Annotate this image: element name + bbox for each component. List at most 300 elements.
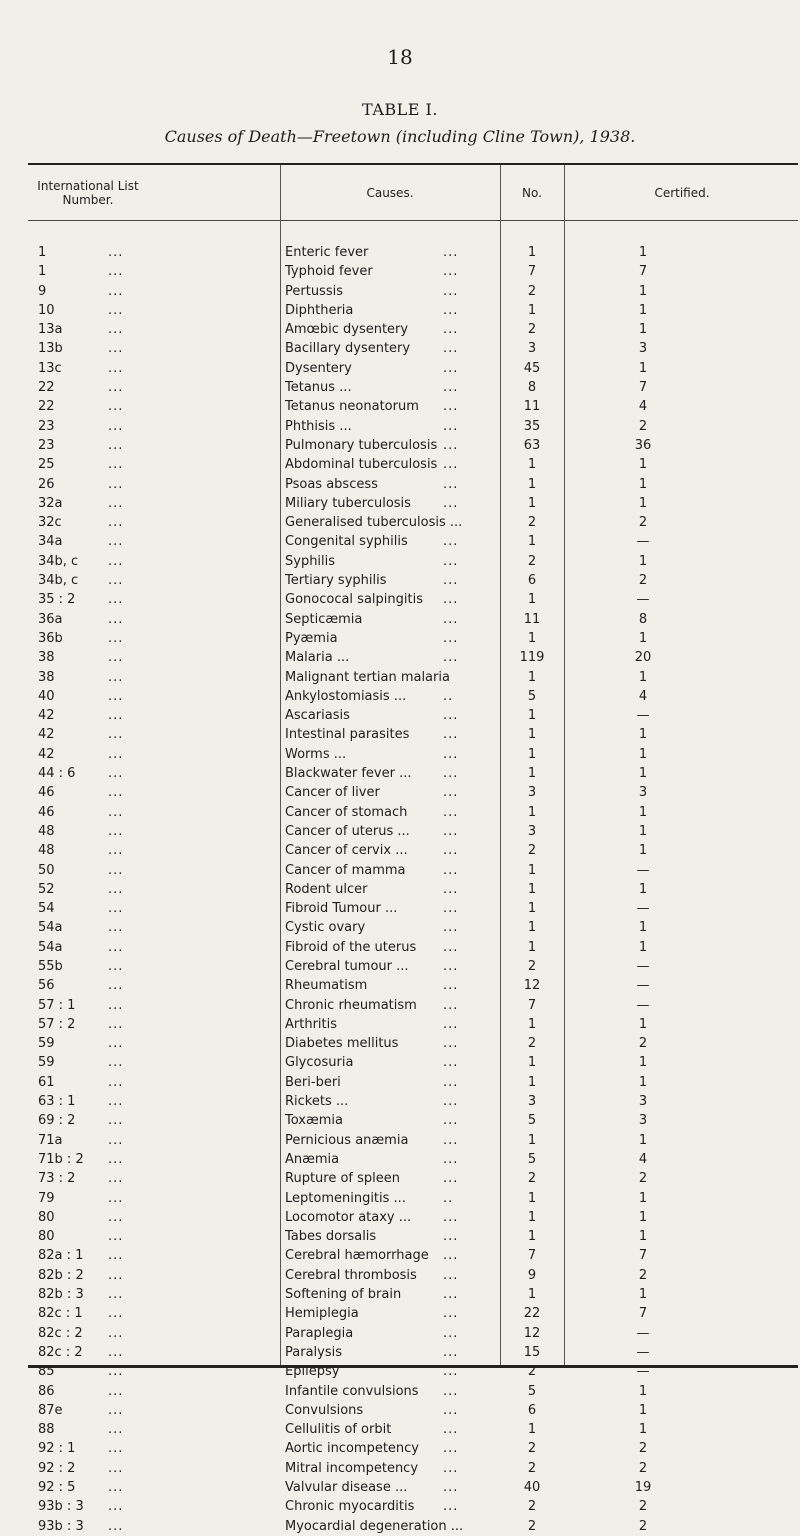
- table-row: [0, 1324, 800, 1343]
- certified-cell: 1: [638, 245, 648, 260]
- leader-dots: ...: [443, 1171, 459, 1187]
- table-row: [0, 918, 800, 937]
- certified-cell: 1: [638, 1132, 648, 1148]
- list-number-cell: 34b, c: [38, 573, 79, 589]
- list-number-cell: 42: [38, 746, 55, 762]
- leader-dots: ...: [108, 534, 124, 550]
- leader-dots: ...: [443, 1209, 459, 1225]
- leader-dots: ...: [443, 1267, 459, 1283]
- certified-cell: —: [636, 978, 650, 994]
- table-row: [0, 359, 800, 378]
- table-row: [0, 1304, 800, 1323]
- cause-cell: Fibroid Tumour ...: [285, 901, 398, 917]
- list-number-cell: 25: [38, 457, 55, 473]
- table-row: [0, 1073, 800, 1092]
- number-cell: 2: [527, 1518, 537, 1534]
- leader-dots: ...: [108, 823, 124, 839]
- table-row: [0, 513, 800, 532]
- cause-cell: Cystic ovary: [285, 920, 366, 936]
- leader-dots: ...: [443, 380, 459, 396]
- cause-cell: Chronic myocarditis: [285, 1499, 415, 1515]
- leader-dots: ...: [108, 997, 124, 1013]
- leader-dots: ...: [108, 1132, 124, 1148]
- cause-cell: Cancer of stomach: [285, 804, 408, 820]
- leader-dots: ...: [443, 862, 459, 878]
- leader-dots: ...: [443, 978, 459, 994]
- cause-cell: Cancer of liver: [285, 785, 380, 801]
- cause-cell: Pulmonary tuberculosis: [285, 437, 438, 453]
- list-number-cell: 46: [38, 785, 55, 801]
- leader-dots: ...: [108, 1248, 124, 1264]
- cause-cell: Tertiary syphilis: [285, 573, 387, 589]
- table-row: [0, 745, 800, 764]
- number-cell: 1: [527, 302, 537, 318]
- certified-cell: 1: [638, 823, 648, 839]
- list-number-cell: 59: [38, 1036, 55, 1052]
- certified-cell: 2: [638, 1499, 648, 1515]
- leader-dots: ...: [108, 1306, 124, 1322]
- leader-dots: ...: [443, 1016, 459, 1032]
- leader-dots: ...: [108, 322, 124, 338]
- certified-cell: —: [636, 901, 650, 917]
- cause-cell: Intestinal parasites: [285, 727, 410, 743]
- certified-cell: 1: [638, 476, 648, 492]
- list-number-cell: 61: [38, 1074, 55, 1090]
- table-row: [0, 1092, 800, 1111]
- table-row: [0, 436, 800, 455]
- cause-cell: Abdominal tuberculosis: [285, 457, 438, 473]
- leader-dots: ...: [443, 1499, 459, 1515]
- table-row: [0, 629, 800, 648]
- leader-dots: ...: [108, 939, 124, 955]
- number-cell: 6: [527, 1402, 537, 1418]
- list-number-cell: 71a: [38, 1132, 63, 1148]
- table-row: [0, 899, 800, 918]
- list-number-cell: 79: [38, 1190, 55, 1206]
- cause-cell: Infantile convulsions: [285, 1383, 419, 1399]
- list-number-cell: 32a: [38, 495, 63, 511]
- table-row: [0, 1439, 800, 1458]
- leader-dots: ...: [443, 939, 459, 955]
- leader-dots: ...: [108, 245, 124, 260]
- cause-cell: Locomotor ataxy ...: [285, 1209, 412, 1225]
- table-body: [0, 243, 800, 1536]
- number-cell: 1: [527, 766, 537, 782]
- certified-cell: 2: [638, 1518, 648, 1534]
- leader-dots: ...: [108, 1209, 124, 1225]
- number-cell: 11: [523, 399, 541, 415]
- leader-dots: ...: [108, 785, 124, 801]
- leader-dots: ..: [443, 688, 454, 704]
- cause-cell: Worms ...: [285, 746, 347, 762]
- leader-dots: ...: [108, 515, 124, 531]
- number-cell: 2: [527, 1499, 537, 1515]
- list-number-cell: 13b: [38, 341, 63, 357]
- cause-cell: Rodent ulcer: [285, 881, 368, 897]
- table-header-rule: [28, 220, 798, 221]
- page-number: 18: [387, 45, 413, 69]
- table-row: [0, 1227, 800, 1246]
- list-number-cell: 56: [38, 978, 55, 994]
- leader-dots: ...: [108, 1364, 124, 1380]
- leader-dots: ...: [108, 804, 124, 820]
- list-number-cell: 80: [38, 1229, 55, 1245]
- cause-cell: Epilepsy: [285, 1364, 340, 1380]
- certified-cell: 1: [638, 553, 648, 569]
- certified-cell: 1: [638, 322, 648, 338]
- certified-cell: 7: [638, 380, 648, 396]
- leader-dots: ...: [108, 881, 124, 897]
- leader-dots: ...: [108, 264, 124, 280]
- leader-dots: ...: [108, 727, 124, 743]
- leader-dots: ...: [443, 1460, 459, 1476]
- table-row: [0, 494, 800, 513]
- leader-dots: ...: [443, 1287, 459, 1303]
- header-number: No.: [522, 185, 542, 200]
- header-certified: Certified.: [654, 185, 710, 200]
- certified-cell: —: [636, 1325, 650, 1341]
- number-cell: 2: [527, 843, 537, 859]
- table-row: [0, 339, 800, 358]
- list-number-cell: 40: [38, 688, 55, 704]
- list-number-cell: 42: [38, 708, 55, 724]
- number-cell: 1: [527, 1422, 537, 1438]
- leader-dots: ...: [108, 341, 124, 357]
- leader-dots: ...: [108, 1016, 124, 1032]
- list-number-cell: 35 : 2: [38, 592, 76, 608]
- leader-dots: ...: [443, 264, 459, 280]
- leader-dots: ...: [108, 495, 124, 511]
- certified-cell: 4: [638, 1151, 648, 1167]
- number-cell: 1: [527, 1209, 537, 1225]
- table-row: [0, 301, 800, 320]
- certified-cell: 2: [638, 515, 648, 531]
- number-cell: 1: [527, 1287, 537, 1303]
- table-row: [0, 1497, 800, 1516]
- certified-cell: —: [636, 1344, 650, 1360]
- number-cell: 1: [527, 920, 537, 936]
- table-row: [0, 1150, 800, 1169]
- leader-dots: ...: [108, 1074, 124, 1090]
- certified-cell: 3: [638, 341, 648, 357]
- table-row: [0, 262, 800, 281]
- cause-cell: Hemiplegia: [285, 1306, 359, 1322]
- leader-dots: ...: [108, 283, 124, 299]
- certified-cell: 2: [638, 1267, 648, 1283]
- table-row: [0, 783, 800, 802]
- cause-cell: Congenital syphilis: [285, 534, 408, 550]
- list-number-cell: 82a : 1: [38, 1248, 84, 1264]
- header-list-number: International List Number.: [37, 178, 139, 207]
- certified-cell: 20: [634, 650, 652, 666]
- cause-cell: Typhoid fever: [285, 264, 373, 280]
- leader-dots: ...: [443, 804, 459, 820]
- cause-cell: Toxæmia: [285, 1113, 343, 1129]
- leader-dots: ...: [443, 1132, 459, 1148]
- table-row: [0, 1169, 800, 1188]
- certified-cell: 1: [638, 283, 648, 299]
- leader-dots: ...: [443, 901, 459, 917]
- number-cell: 5: [527, 1113, 537, 1129]
- list-number-cell: 82b : 3: [38, 1287, 84, 1303]
- list-number-cell: 88: [38, 1422, 55, 1438]
- number-cell: 5: [527, 1383, 537, 1399]
- cause-cell: Blackwater fever ...: [285, 766, 412, 782]
- certified-cell: —: [636, 997, 650, 1013]
- list-number-cell: 1: [38, 245, 47, 260]
- leader-dots: ...: [443, 650, 459, 666]
- leader-dots: ...: [108, 843, 124, 859]
- leader-dots: ...: [108, 920, 124, 936]
- number-cell: 3: [527, 341, 537, 357]
- certified-cell: 1: [638, 302, 648, 318]
- list-number-cell: 82b : 2: [38, 1267, 84, 1283]
- table-row: [0, 822, 800, 841]
- certified-cell: 1: [638, 881, 648, 897]
- certified-cell: 1: [638, 727, 648, 743]
- leader-dots: ...: [443, 1151, 459, 1167]
- certified-cell: 1: [638, 1402, 648, 1418]
- cause-cell: Pernicious anæmia: [285, 1132, 409, 1148]
- number-cell: 7: [527, 997, 537, 1013]
- table-row: [0, 1285, 800, 1304]
- leader-dots: ...: [108, 1171, 124, 1187]
- leader-dots: ...: [443, 534, 459, 550]
- certified-cell: —: [636, 708, 650, 724]
- table-row: [0, 1034, 800, 1053]
- list-number-cell: 87e: [38, 1402, 63, 1418]
- leader-dots: ...: [443, 997, 459, 1013]
- leader-dots: ...: [108, 611, 124, 627]
- number-cell: 1: [527, 727, 537, 743]
- certified-cell: 1: [638, 804, 648, 820]
- table-row: [0, 687, 800, 706]
- list-number-cell: 93b : 3: [38, 1499, 84, 1515]
- leader-dots: ...: [443, 283, 459, 299]
- leader-dots: ...: [108, 978, 124, 994]
- leader-dots: ...: [108, 1229, 124, 1245]
- cause-cell: Rheumatism: [285, 978, 368, 994]
- leader-dots: ...: [443, 573, 459, 589]
- certified-cell: 3: [638, 1113, 648, 1129]
- table-row: [0, 282, 800, 301]
- cause-cell: Miliary tuberculosis: [285, 495, 411, 511]
- certified-cell: 2: [638, 418, 648, 434]
- list-number-cell: 36b: [38, 630, 63, 646]
- list-number-cell: 22: [38, 399, 55, 415]
- table-row: [0, 1189, 800, 1208]
- cause-cell: Bacillary dysentery: [285, 341, 411, 357]
- cause-cell: Cellulitis of orbit: [285, 1422, 392, 1438]
- list-number-cell: 82c : 2: [38, 1344, 83, 1360]
- cause-cell: Pyæmia: [285, 630, 338, 646]
- certified-cell: 1: [638, 360, 648, 376]
- certified-cell: —: [636, 534, 650, 550]
- certified-cell: 1: [638, 939, 648, 955]
- list-number-cell: 82c : 1: [38, 1306, 83, 1322]
- leader-dots: ...: [108, 1422, 124, 1438]
- table-row: [0, 1246, 800, 1265]
- number-cell: 45: [523, 360, 541, 376]
- table-row: [0, 841, 800, 860]
- cause-cell: Generalised tuberculosis ...: [285, 515, 463, 531]
- table-row: [0, 532, 800, 551]
- cause-cell: Valvular disease ...: [285, 1480, 408, 1495]
- certified-cell: 1: [638, 630, 648, 646]
- certified-cell: 1: [638, 843, 648, 859]
- number-cell: 3: [527, 1094, 537, 1110]
- leader-dots: ...: [108, 746, 124, 762]
- certified-cell: 7: [638, 264, 648, 280]
- certified-cell: 1: [638, 1074, 648, 1090]
- leader-dots: ...: [108, 1383, 124, 1399]
- leader-dots: ..: [443, 1190, 454, 1206]
- table-row: [0, 1420, 800, 1439]
- number-cell: 1: [527, 245, 537, 260]
- leader-dots: ...: [443, 341, 459, 357]
- leader-dots: ...: [443, 766, 459, 782]
- number-cell: 3: [527, 785, 537, 801]
- list-number-cell: 92 : 5: [38, 1480, 76, 1495]
- cause-cell: Cancer of cervix ...: [285, 843, 408, 859]
- table-row: [0, 976, 800, 995]
- number-cell: 22: [523, 1306, 541, 1322]
- certified-cell: 1: [638, 766, 648, 782]
- leader-dots: ...: [443, 418, 459, 434]
- table-row: [0, 243, 800, 262]
- number-cell: 1: [527, 1190, 537, 1206]
- cause-cell: Diabetes mellitus: [285, 1036, 399, 1052]
- leader-dots: ...: [443, 360, 459, 376]
- number-cell: 1: [527, 862, 537, 878]
- certified-cell: 2: [638, 1036, 648, 1052]
- list-number-cell: 23: [38, 437, 55, 453]
- cause-cell: Anæmia: [285, 1151, 340, 1167]
- certified-cell: —: [636, 592, 650, 608]
- leader-dots: ...: [108, 302, 124, 318]
- table-row: [0, 861, 800, 880]
- leader-dots: ...: [108, 650, 124, 666]
- leader-dots: ...: [108, 418, 124, 434]
- table-row: [0, 1208, 800, 1227]
- list-number-cell: 85: [38, 1364, 55, 1380]
- number-cell: 9: [527, 1267, 537, 1283]
- certified-cell: —: [636, 958, 650, 974]
- list-number-cell: 82c : 2: [38, 1325, 83, 1341]
- certified-cell: 1: [638, 1287, 648, 1303]
- leader-dots: ...: [443, 1402, 459, 1418]
- list-number-cell: 52: [38, 881, 55, 897]
- leader-dots: ...: [443, 1248, 459, 1264]
- table-row: [0, 610, 800, 629]
- number-cell: 5: [527, 1151, 537, 1167]
- certified-cell: 4: [638, 688, 648, 704]
- list-number-cell: 59: [38, 1055, 55, 1071]
- leader-dots: ...: [108, 1151, 124, 1167]
- leader-dots: ...: [443, 495, 459, 511]
- cause-cell: Chronic rheumatism: [285, 997, 417, 1013]
- leader-dots: ...: [443, 1074, 459, 1090]
- cause-cell: Psoas abscess: [285, 476, 378, 492]
- list-number-cell: 57 : 1: [38, 997, 76, 1013]
- number-cell: 1: [527, 1229, 537, 1245]
- table-row: [0, 455, 800, 474]
- list-number-cell: 38: [38, 669, 55, 685]
- list-number-cell: 10: [38, 302, 55, 318]
- number-cell: 2: [527, 1036, 537, 1052]
- list-number-cell: 54a: [38, 920, 63, 936]
- number-cell: 2: [527, 958, 537, 974]
- cause-cell: Tabes dorsalis: [285, 1229, 377, 1245]
- number-cell: 1: [527, 1016, 537, 1032]
- list-number-cell: 57 : 2: [38, 1016, 76, 1032]
- certified-cell: 7: [638, 1248, 648, 1264]
- table-row: [0, 571, 800, 590]
- leader-dots: ...: [108, 766, 124, 782]
- table-row: [0, 668, 800, 687]
- list-number-cell: 48: [38, 823, 55, 839]
- number-cell: 1: [527, 804, 537, 820]
- number-cell: 12: [523, 978, 541, 994]
- leader-dots: ...: [443, 1036, 459, 1052]
- leader-dots: ...: [108, 1499, 124, 1515]
- list-number-cell: 71b : 2: [38, 1151, 84, 1167]
- list-number-cell: 32c: [38, 515, 62, 531]
- certified-cell: 1: [638, 1229, 648, 1245]
- leader-dots: ...: [443, 630, 459, 646]
- table-row: [0, 706, 800, 725]
- certified-cell: 1: [638, 1055, 648, 1071]
- leader-dots: ...: [108, 1055, 124, 1071]
- number-cell: 6: [527, 573, 537, 589]
- table-row: [0, 1382, 800, 1401]
- leader-dots: ...: [108, 437, 124, 453]
- leader-dots: ...: [443, 302, 459, 318]
- leader-dots: ...: [443, 881, 459, 897]
- table-row: [0, 803, 800, 822]
- cause-cell: Softening of brain: [285, 1287, 402, 1303]
- number-cell: 2: [527, 322, 537, 338]
- list-number-cell: 73 : 2: [38, 1171, 76, 1187]
- cause-cell: Mitral incompetency: [285, 1460, 419, 1476]
- table-row: [0, 1459, 800, 1478]
- leader-dots: ...: [108, 399, 124, 415]
- leader-dots: ...: [108, 553, 124, 569]
- leader-dots: ...: [108, 380, 124, 396]
- table-row: [0, 1343, 800, 1362]
- table-row: [0, 648, 800, 667]
- number-cell: 40: [523, 1480, 541, 1495]
- cause-cell: Dysentery: [285, 360, 352, 376]
- list-number-cell: 46: [38, 804, 55, 820]
- cause-cell: Septicæmia: [285, 611, 363, 627]
- cause-cell: Ankylostomiasis ...: [285, 688, 407, 704]
- leader-dots: ...: [108, 1267, 124, 1283]
- leader-dots: ...: [443, 1229, 459, 1245]
- leader-dots: ...: [443, 1364, 459, 1380]
- leader-dots: ...: [108, 1036, 124, 1052]
- leader-dots: ...: [443, 611, 459, 627]
- certified-cell: 3: [638, 1094, 648, 1110]
- leader-dots: ...: [443, 746, 459, 762]
- leader-dots: ...: [108, 1094, 124, 1110]
- cause-cell: Myocardial degeneration ...: [285, 1518, 464, 1534]
- leader-dots: ...: [108, 862, 124, 878]
- certified-cell: 2: [638, 1441, 648, 1457]
- leader-dots: ...: [443, 1480, 459, 1495]
- cause-cell: Syphilis: [285, 553, 336, 569]
- list-number-cell: 50: [38, 862, 55, 878]
